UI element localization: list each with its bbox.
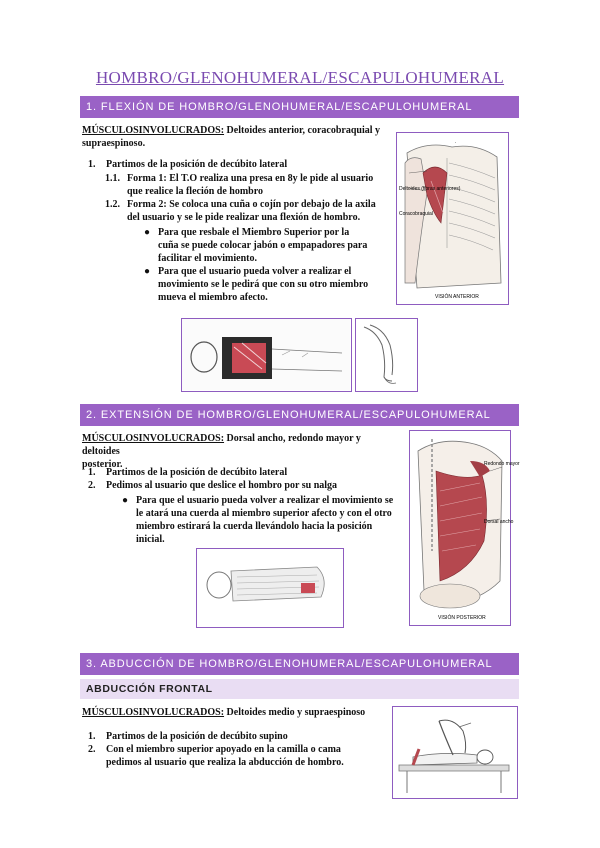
s2-b1-line1: Para que el usuario pueda volver a realizar el movimiento se — [136, 495, 394, 506]
s1-step1 — [88, 158, 388, 171]
s3-step1-num: 1. — [88, 731, 96, 742]
s1-b1-line1: Para que resbale el Miembro Superior por la — [158, 227, 350, 238]
s3-steps — [88, 730, 388, 769]
s1-b2-line1: Para que el usuario pueda volver a realizar el — [158, 266, 352, 277]
arm-sketch-illustration — [356, 319, 416, 390]
s2-step1-text: Partimos de la posición de decúbito lateral — [106, 467, 288, 478]
wedge-position-illustration — [182, 319, 350, 390]
abduction-position-illustration — [393, 707, 516, 797]
fig2-label-latissimus: Dorsal ancho — [484, 519, 514, 525]
fig1-label-coracobrachialis: Coracobraquial — [399, 211, 433, 217]
s2-muscles-text2: posterior. — [82, 459, 123, 470]
figure-extension-position — [196, 548, 344, 628]
s1-b1-line3: facilitar el movimiento. — [158, 253, 257, 264]
s2-step1-num: 1. — [88, 467, 96, 478]
bullet-dot-icon: ● — [144, 227, 151, 238]
s1-sub1-line2: que realice la fleción de hombro — [127, 186, 264, 197]
fig1-label-deltoid: Deltoides (fibras anteriores) — [399, 186, 461, 192]
s3-step2-line1: Con el miembro superior apoyado en la camilla o cama — [106, 744, 341, 755]
s1-b2-line2: movimiento se le pedirá que con su otro miembro — [158, 279, 369, 290]
figure-anterior-view — [396, 132, 509, 305]
section-3-header: 3. ABDUCCIÓN DE HOMBRO/GLENOHUMERAL/ESCAPULOHUMERAL — [80, 653, 519, 675]
s1-sub1-line1: Forma 1: El T.O realiza una presa en 8y le pide al usuario — [127, 173, 374, 184]
s1-muscles-text2: supraespinoso. — [82, 138, 146, 149]
s1-sub2-line2: del usuario y se le pide realizar una flexión de hombro. — [127, 212, 361, 223]
bullet-dot-icon: ● — [144, 266, 151, 277]
s1-step1-text: Partimos de la posición de decúbito lateral — [106, 159, 288, 170]
s2-step2-num: 2. — [88, 480, 96, 491]
figure-abduction-position — [392, 706, 518, 799]
s1-sub2-line1: Forma 2: Se coloca una cuña o cojín por debajo de la axila — [127, 199, 376, 210]
s1-muscles — [82, 124, 382, 150]
page-title: HOMBRO/GLENOHUMERAL/ESCAPULOHUMERAL — [95, 68, 505, 87]
s2-bullet-1 — [122, 494, 400, 546]
section-2-header: 2. EXTENSIÓN DE HOMBRO/GLENOHUMERAL/ESCAPULOHUMERAL — [80, 404, 519, 426]
figure-wedge-position — [181, 318, 352, 392]
s1-sub1 — [105, 172, 395, 198]
bullet-dot-icon: ● — [122, 495, 129, 506]
s3-step2-num: 2. — [88, 744, 96, 755]
extension-position-illustration — [197, 549, 342, 626]
section-1-header: 1. FLEXIÓN DE HOMBRO/GLENOHUMERAL/ESCAPULOHUMERAL — [80, 96, 519, 118]
s2-muscles-text: Dorsal ancho, redondo mayor y deltoides — [82, 433, 361, 457]
s3-muscles-label: MÚSCULOSINVOLUCRADOS: — [82, 707, 225, 718]
s1-step1-num: 1. — [88, 159, 96, 170]
s2-b1-line2: le atará una cuerda al miembro superior afecto y con el otro — [136, 508, 392, 519]
posterior-anatomy-illustration — [410, 431, 520, 624]
s1-muscles-text: Deltoides anterior, coracobraquial y — [224, 125, 381, 136]
s2-muscles-label: MÚSCULOSINVOLUCRADOS: — [82, 433, 225, 444]
s1-sub2 — [105, 198, 405, 224]
s1-bullet-2 — [144, 265, 394, 304]
fig2-caption: VISIÓN POSTERIOR — [438, 615, 486, 621]
s2-steps — [88, 466, 398, 492]
s1-sub2-num: 1.2. — [105, 199, 120, 210]
s1-sub1-num: 1.1. — [105, 173, 120, 184]
fig1-dot: . — [455, 139, 457, 145]
s2-step2-text: Pedimos al usuario que deslice el hombro por su nalga — [106, 480, 338, 491]
s3-muscles — [82, 706, 392, 719]
s3-step1-text: Partimos de la posición de decúbito supino — [106, 731, 288, 742]
fig2-label-teres-major: Redondo mayor — [484, 461, 520, 467]
s1-b2-line3: mueva el miembro afecto. — [158, 292, 268, 303]
section-3-subheader: ABDUCCIÓN FRONTAL — [80, 679, 519, 699]
s3-step2-line2: pedimos al usuario que realiza la abducción de hombro. — [106, 757, 344, 768]
s3-muscles-text: Deltoides medio y supraespinoso — [224, 707, 366, 718]
anterior-anatomy-illustration — [397, 133, 507, 303]
s2-b1-line4: inicial. — [136, 534, 165, 545]
figure-posterior-view — [409, 430, 520, 626]
s1-muscles-label: MÚSCULOSINVOLUCRADOS: — [82, 125, 225, 136]
s1-bullet-1 — [144, 226, 394, 265]
s2-b1-line3: miembro estirará la cuerda llevándolo hacia la posición — [136, 521, 373, 532]
s1-b1-line2: cuña se puede colocar jabón o empapadores para — [158, 240, 368, 251]
fig1-caption: VISIÓN ANTERIOR — [435, 294, 479, 300]
figure-arm-sketch — [355, 318, 418, 392]
